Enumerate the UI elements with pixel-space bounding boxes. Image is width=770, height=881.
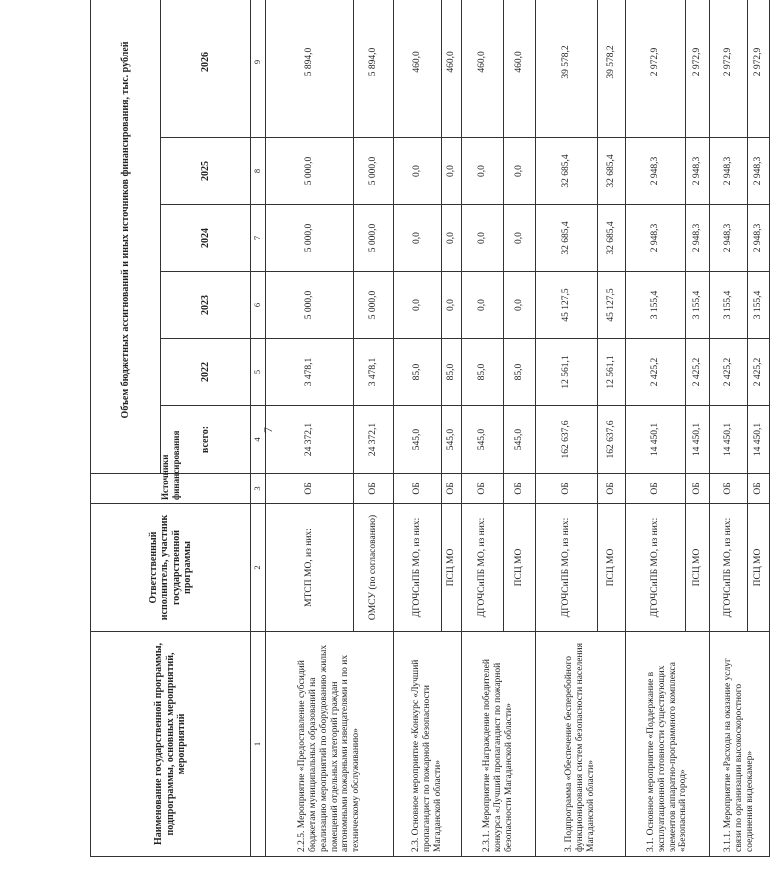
page-number: 7 <box>261 427 275 433</box>
cell-value: 5 000,0 <box>354 205 394 272</box>
cell-value: 0,0 <box>504 205 536 272</box>
column-number: 9 <box>251 0 266 138</box>
column-number: 2 <box>251 504 266 632</box>
cell-value: 5 000,0 <box>354 272 394 339</box>
cell-value: 2 948,3 <box>748 138 770 205</box>
funding-table <box>90 0 770 857</box>
header-year: 2022 <box>161 339 251 406</box>
cell-value: 545,0 <box>462 406 504 474</box>
cell-source: ОБ <box>354 474 394 504</box>
cell-value: 2 948,3 <box>626 205 686 272</box>
cell-value: 3 155,4 <box>626 272 686 339</box>
header-total: всего: <box>161 406 251 474</box>
column-number: 1 <box>251 632 266 857</box>
header-year: 2023 <box>161 272 251 339</box>
cell-value: 32 685,4 <box>536 138 598 205</box>
cell-value: 24 372,1 <box>354 406 394 474</box>
cell-value: 2 972,9 <box>748 0 770 138</box>
cell-executor: ДГОЧСиПБ МО, из них: <box>394 504 442 632</box>
cell-source: ОБ <box>748 474 770 504</box>
column-number: 5 <box>251 339 266 406</box>
cell-value: 0,0 <box>442 205 462 272</box>
table-row <box>626 0 686 857</box>
cell-executor: ДГОЧСиПБ МО, из них: <box>710 504 748 632</box>
cell-value: 14 450,1 <box>686 406 710 474</box>
cell-value: 32 685,4 <box>598 205 626 272</box>
cell-value: 0,0 <box>462 205 504 272</box>
header-name: Наименование государственной программы, подпрограммы, основных мероприятий, мероприятий <box>91 632 251 857</box>
cell-source: ОБ <box>442 474 462 504</box>
cell-value: 2 972,9 <box>626 0 686 138</box>
cell-executor: ПСЦ МО <box>686 504 710 632</box>
cell-executor: ДГОЧСиПБ МО, из них: <box>626 504 686 632</box>
cell-value: 545,0 <box>442 406 462 474</box>
cell-name: 2.3.1. Мероприятие «Награждение победителей конкурса «Лучший пропагандист по пожарной безопасности Магаданской области» <box>462 632 536 857</box>
cell-value: 39 578,2 <box>598 0 626 138</box>
cell-value: 2 948,3 <box>710 205 748 272</box>
cell-value: 460,0 <box>442 0 462 138</box>
cell-value: 85,0 <box>504 339 536 406</box>
cell-value: 5 894,0 <box>354 0 394 138</box>
header-year: 2025 <box>161 138 251 205</box>
header-source: Источники финансирования <box>91 474 251 504</box>
cell-value: 3 155,4 <box>686 272 710 339</box>
cell-value: 14 450,1 <box>748 406 770 474</box>
cell-value: 3 478,1 <box>354 339 394 406</box>
cell-value: 162 637,6 <box>598 406 626 474</box>
cell-executor: ПСЦ МО <box>442 504 462 632</box>
cell-value: 5 000,0 <box>266 205 354 272</box>
cell-source: ОБ <box>626 474 686 504</box>
cell-source: ОБ <box>394 474 442 504</box>
cell-executor: ОМСУ (по согласованию) <box>354 504 394 632</box>
cell-value: 0,0 <box>462 138 504 205</box>
cell-value: 14 450,1 <box>626 406 686 474</box>
cell-value: 85,0 <box>394 339 442 406</box>
header-year: 2024 <box>161 205 251 272</box>
cell-source: ОБ <box>598 474 626 504</box>
column-number: 3 <box>251 474 266 504</box>
cell-executor: ДГОЧСиПБ МО, из них: <box>536 504 598 632</box>
cell-value: 12 561,1 <box>598 339 626 406</box>
cell-name: 3.1. Основное мероприятие «Поддержание в эксплуатационной готовности существующих элементов аппаратно-программного комплекса «Безопасный город» <box>626 632 710 857</box>
cell-value: 32 685,4 <box>536 205 598 272</box>
column-number: 4 <box>251 406 266 474</box>
cell-name: 2.2.5. Мероприятие «Предоставление субсидий бюджетам муниципальных образований на реализацию мероприятий по оборудованию жилых помещений отдельных категорий граждан автономными пожарными извещателями и по их техническому обслуживанию» <box>266 632 394 857</box>
cell-value: 24 372,1 <box>266 406 354 474</box>
header-executor: Ответственный исполнитель, участник государственной программы <box>91 504 251 632</box>
cell-value: 2 948,3 <box>748 205 770 272</box>
cell-value: 3 155,4 <box>748 272 770 339</box>
cell-value: 85,0 <box>462 339 504 406</box>
cell-value: 5 000,0 <box>266 272 354 339</box>
cell-source: ОБ <box>710 474 748 504</box>
cell-name: 3.1.1. Мероприятие «Расходы на оказание услуг связи по организации высокоскоростного соединения видеокамер» <box>710 632 770 857</box>
cell-value: 5 894,0 <box>266 0 354 138</box>
cell-value: 460,0 <box>504 0 536 138</box>
rotated-table-container <box>90 17 764 857</box>
column-number: 7 <box>251 205 266 272</box>
cell-value: 85,0 <box>442 339 462 406</box>
cell-value: 2 425,2 <box>748 339 770 406</box>
cell-value: 0,0 <box>504 272 536 339</box>
cell-value: 0,0 <box>504 138 536 205</box>
cell-value: 0,0 <box>394 205 442 272</box>
cell-executor: ПСЦ МО <box>504 504 536 632</box>
cell-value: 32 685,4 <box>598 138 626 205</box>
cell-value: 5 000,0 <box>354 138 394 205</box>
cell-executor: ПСЦ МО <box>748 504 770 632</box>
cell-source: ОБ <box>536 474 598 504</box>
cell-source: ОБ <box>504 474 536 504</box>
cell-source: ОБ <box>462 474 504 504</box>
cell-value: 0,0 <box>394 138 442 205</box>
cell-value: 12 561,1 <box>536 339 598 406</box>
cell-value: 2 425,2 <box>710 339 748 406</box>
cell-value: 2 948,3 <box>626 138 686 205</box>
cell-source: ОБ <box>266 474 354 504</box>
cell-name: 3. Подпрограмма «Обеспечение бесперебойного функционирования систем безопасности населения Магаданской области» <box>536 632 626 857</box>
cell-value: 2 948,3 <box>686 138 710 205</box>
cell-value: 0,0 <box>442 138 462 205</box>
cell-value: 45 127,5 <box>536 272 598 339</box>
cell-executor: МТСП МО, из них: <box>266 504 354 632</box>
table-row <box>710 0 748 857</box>
column-number: 8 <box>251 138 266 205</box>
table-row <box>266 0 354 857</box>
cell-value: 3 478,1 <box>266 339 354 406</box>
cell-value: 3 155,4 <box>710 272 748 339</box>
column-number: 6 <box>251 272 266 339</box>
cell-value: 2 948,3 <box>710 138 748 205</box>
cell-value: 460,0 <box>394 0 442 138</box>
table-row <box>394 0 442 857</box>
cell-executor: ДГОЧСиПБ МО, из них: <box>462 504 504 632</box>
cell-value: 0,0 <box>394 272 442 339</box>
cell-value: 5 000,0 <box>266 138 354 205</box>
cell-value: 545,0 <box>394 406 442 474</box>
cell-value: 0,0 <box>462 272 504 339</box>
cell-value: 545,0 <box>504 406 536 474</box>
cell-value: 162 637,6 <box>536 406 598 474</box>
table-row <box>536 0 598 857</box>
table-row <box>462 0 504 857</box>
header-year: 2026 <box>161 0 251 138</box>
cell-value: 2 972,9 <box>686 0 710 138</box>
cell-value: 45 127,5 <box>598 272 626 339</box>
cell-executor: ПСЦ МО <box>598 504 626 632</box>
header-funding: Объем бюджетных ассигнований и иных источников финансирования, тыс. рублей <box>91 0 161 474</box>
cell-value: 2 948,3 <box>686 205 710 272</box>
cell-value: 14 450,1 <box>710 406 748 474</box>
cell-value: 2 425,2 <box>686 339 710 406</box>
cell-value: 460,0 <box>462 0 504 138</box>
cell-value: 2 972,9 <box>710 0 748 138</box>
cell-value: 2 425,2 <box>626 339 686 406</box>
cell-source: ОБ <box>686 474 710 504</box>
cell-value: 39 578,2 <box>536 0 598 138</box>
cell-value: 0,0 <box>442 272 462 339</box>
cell-name: 2.3. Основное мероприятие «Конкурс «Лучший пропагандист по пожарной безопасности Магаданской области» <box>394 632 462 857</box>
